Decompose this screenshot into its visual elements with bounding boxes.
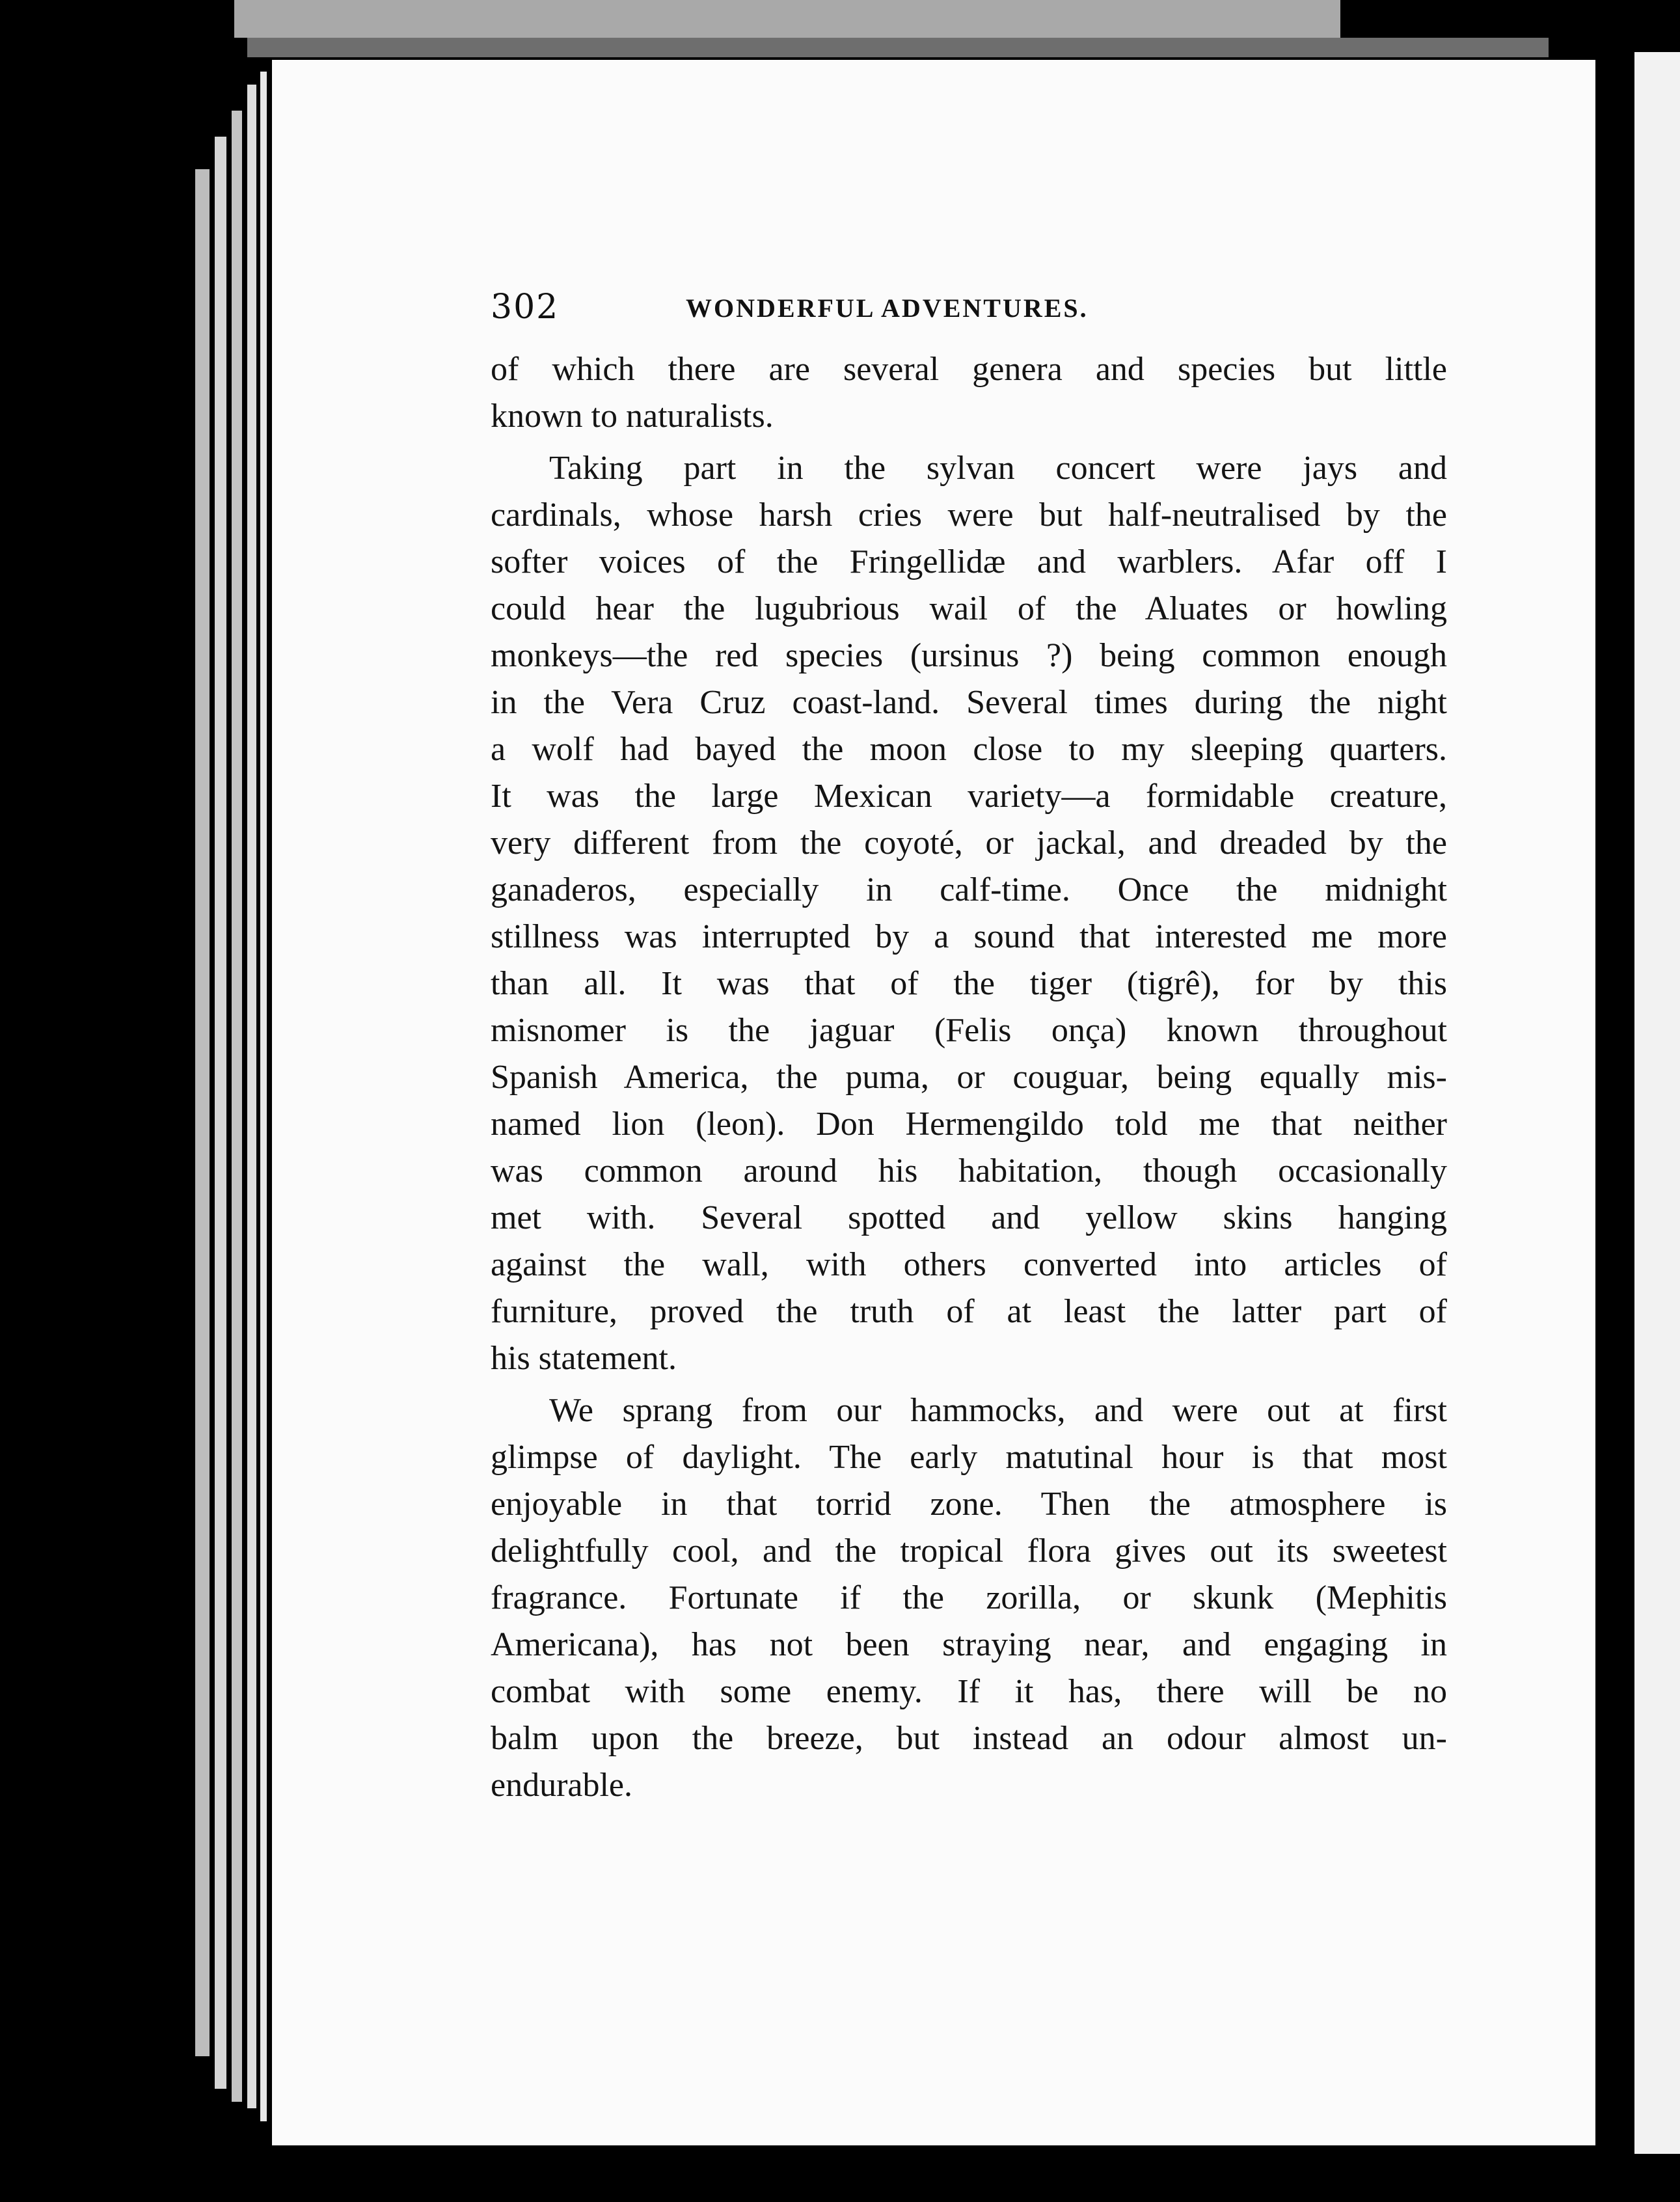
text-line: very different from the coyoté, or jackal, and dreaded by the (491, 824, 1447, 862)
text-line: delightfully cool, and the tropical flora gives out its sweetest (491, 1532, 1447, 1570)
text-line: endurable. (491, 1767, 633, 1804)
body-text (491, 346, 1447, 1809)
text-line: met with. Several spotted and yellow skins hanging (491, 1199, 1447, 1236)
page-header (491, 288, 1454, 333)
text-line: of which there are several genera and species but little (491, 351, 1447, 388)
text-line: softer voices of the Fringellidæ and warblers. Afar off I (491, 543, 1447, 580)
text-line: balm upon the breeze, but instead an odour almost un- (491, 1720, 1447, 1757)
binding-gap (1620, 52, 1634, 2154)
text-line: named lion (leon). Don Hermengildo told me that neither (491, 1106, 1447, 1143)
page-edge (260, 72, 267, 2121)
text-line: It was the large Mexican variety—a formidable creature, (491, 778, 1447, 815)
text-line: was common around his habitation, though occasionally (491, 1152, 1447, 1189)
text-line: furniture, proved the truth of at least the latter part of (491, 1293, 1447, 1330)
text-line: combat with some enemy. If it has, there will be no (491, 1673, 1447, 1710)
text-line: stillness was interrupted by a sound that interested me more (491, 918, 1447, 955)
running-head: WONDERFUL ADVENTURES. (686, 293, 1089, 323)
text-line: his statement. (491, 1340, 677, 1377)
text-line: We sprang from our hammocks, and were out at first (549, 1392, 1447, 1429)
text-line: in the Vera Cruz coast-land. Several times during the night (491, 684, 1447, 721)
page-number: 302 (491, 288, 560, 327)
top-page-edge-shadow (247, 38, 1549, 57)
text-line: against the wall, with others converted into articles of (491, 1246, 1447, 1283)
text-line: a wolf had bayed the moon close to my sleeping quarters. (491, 731, 1447, 768)
facing-page-edge (1634, 52, 1680, 2154)
text-line: fragrance. Fortunate if the zorilla, or skunk (Mephitis (491, 1579, 1447, 1616)
page-edge (247, 85, 256, 2108)
book-page (272, 60, 1595, 2145)
text-line: Spanish America, the puma, or couguar, being equally mis- (491, 1059, 1447, 1096)
text-line: enjoyable in that torrid zone. Then the atmosphere is (491, 1486, 1447, 1523)
top-page-edge (234, 0, 1340, 38)
text-line: glimpse of daylight. The early matutinal hour is that most (491, 1439, 1447, 1476)
text-line: could hear the lugubrious wail of the Aluates or howling (491, 590, 1447, 627)
page-edge (215, 137, 226, 2089)
text-line: Americana), has not been straying near, and engaging in (491, 1626, 1447, 1663)
page-edge (195, 169, 210, 2056)
text-line: ganaderos, especially in calf-time. Once the midnight (491, 871, 1447, 908)
page-edge (232, 111, 242, 2102)
text-line: than all. It was that of the tiger (tigrê), for by this (491, 965, 1447, 1002)
text-line: monkeys—the red species (ursinus ?) being common enough (491, 637, 1447, 674)
text-line: known to naturalists. (491, 398, 774, 435)
text-line: cardinals, whose harsh cries were but half-neutralised by the (491, 496, 1447, 534)
text-line: Taking part in the sylvan concert were jays and (549, 450, 1447, 487)
text-line: misnomer is the jaguar (Felis onça) known throughout (491, 1012, 1447, 1049)
